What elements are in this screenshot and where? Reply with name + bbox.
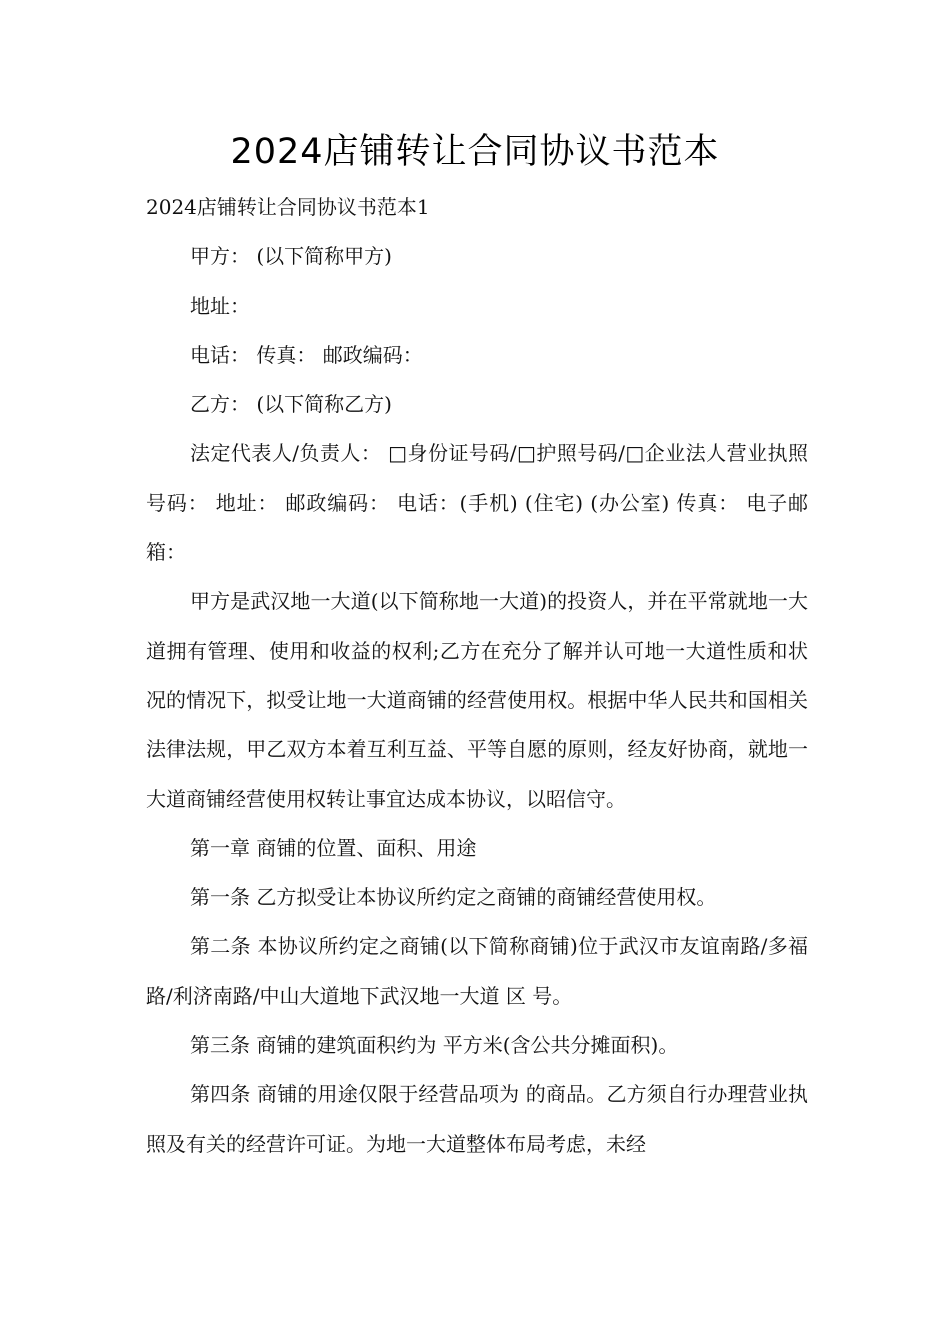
- party-b-paragraph: 乙方： (以下简称乙方): [190, 392, 392, 417]
- subtitle-paragraph: 2024店铺转让合同协议书范本1: [146, 195, 430, 219]
- article-2-paragraph: 第二条 本协议所约定之商铺(以下简称商铺)位于武汉市友谊南路/多福路/利济南路/中山大道地下武汉地一大道 区 号。: [146, 934, 808, 1008]
- document-body: [146, 183, 808, 1169]
- article-4-paragraph: 第四条 商铺的用途仅限于经营品项为 的商品。乙方须自行办理营业执照及有关的经营许可证。为地一大道整体布局考虑，未经: [146, 1082, 808, 1156]
- document-title: 2024店铺转让合同协议书范本: [230, 132, 720, 172]
- preamble-paragraph: 甲方是武汉地一大道(以下简称地一大道)的投资人，并在平常就地一大道拥有管理、使用和收益的权利;乙方在充分了解并认可地一大道性质和状况的情况下，拟受让地一大道商铺的经营使用权。根据中华人民共和国相关法律法规，甲乙双方本着互利互益、平等自愿的原则，经友好协商，就地一大道商铺经营使用权转让事宜达成本协议，以昭信守。: [146, 589, 808, 811]
- chapter-heading: 第一章 商铺的位置、面积、用途: [190, 835, 477, 860]
- party-a-paragraph: 甲方： (以下简称甲方): [190, 244, 392, 269]
- address-paragraph: 地址：: [190, 293, 250, 318]
- contact-paragraph: 电话： 传真： 邮政编码：: [190, 342, 423, 367]
- article-3-paragraph: 第三条 商铺的建筑面积约为 平方米(含公共分摊面积)。: [190, 1033, 679, 1058]
- representative-paragraph: 法定代表人/负责人： □身份证号码/□护照号码/□企业法人营业执照号码： 地址： 邮政编码： 电话：(手机) (住宅) (办公室) 传真： 电子邮箱：: [146, 441, 808, 565]
- article-1-paragraph: 第一条 乙方拟受让本协议所约定之商铺的商铺经营使用权。: [190, 885, 717, 910]
